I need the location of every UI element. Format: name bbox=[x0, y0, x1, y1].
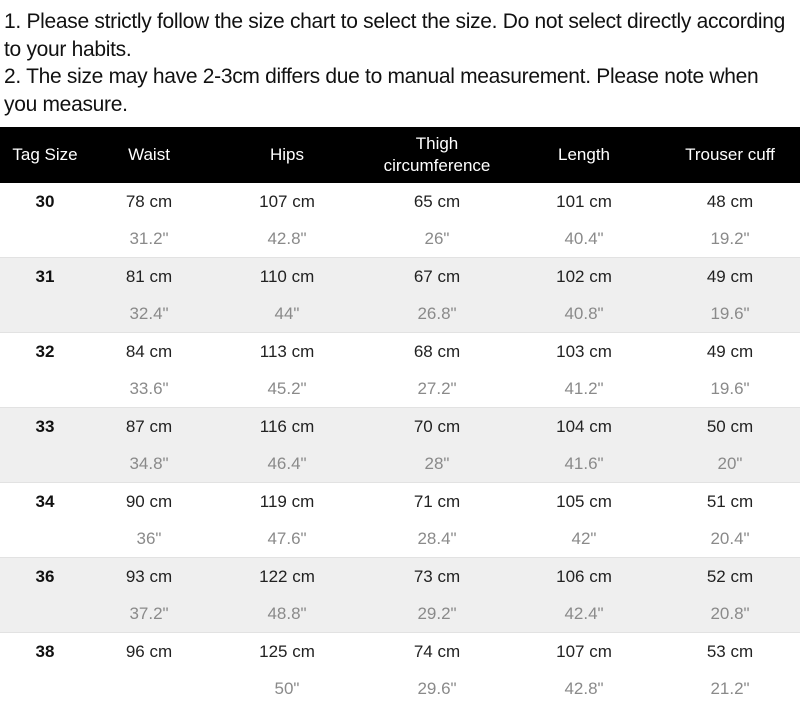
table-row-inch bbox=[0, 220, 800, 258]
thigh-cm-cell: 74 cm bbox=[413, 641, 461, 661]
empty-cell bbox=[0, 595, 90, 633]
waist-inch-cell: 31.2" bbox=[129, 228, 169, 248]
note-1: 1. Please strictly follow the size chart to select the size. Do not select directly according to your habits. bbox=[4, 10, 785, 61]
header-thigh: Thigh circumference bbox=[383, 134, 491, 175]
hips-cm-cell: 116 cm bbox=[208, 408, 366, 446]
trouser-cuff-cm-cell: 50 cm bbox=[660, 408, 800, 446]
tag-size-cell: 32 bbox=[35, 341, 55, 361]
table-row-inch bbox=[0, 295, 800, 333]
tag-size-cell: 38 bbox=[35, 641, 55, 661]
waist-inch-cell: 33.6" bbox=[129, 378, 169, 398]
length-cm-cell: 107 cm bbox=[556, 641, 612, 661]
table-row-inch bbox=[0, 445, 800, 483]
empty-cell bbox=[0, 670, 90, 707]
thigh-inch-cell: 27.2" bbox=[417, 378, 457, 398]
waist-inch-cell bbox=[90, 670, 208, 707]
length-inch-cell: 42.4" bbox=[508, 595, 660, 633]
hips-cm-cell: 107 cm bbox=[259, 191, 315, 211]
header-hips: Hips bbox=[269, 145, 304, 164]
trouser-cuff-inch-cell: 21.2" bbox=[710, 678, 750, 698]
hips-cm-cell: 125 cm bbox=[259, 641, 315, 661]
thigh-inch-cell: 26" bbox=[424, 228, 450, 248]
hips-inch-cell: 46.4" bbox=[208, 445, 366, 483]
hips-cm-cell: 122 cm bbox=[208, 558, 366, 596]
hips-cm-cell: 110 cm bbox=[208, 258, 366, 296]
waist-inch-cell: 32.4" bbox=[90, 295, 208, 333]
table-row-inch bbox=[0, 520, 800, 558]
hips-inch-cell: 44" bbox=[208, 295, 366, 333]
tag-size-cell: 31 bbox=[0, 258, 90, 296]
length-cm-cell: 104 cm bbox=[508, 408, 660, 446]
thigh-inch-cell: 29.6" bbox=[417, 678, 457, 698]
length-cm-cell: 102 cm bbox=[508, 258, 660, 296]
thigh-cm-cell: 70 cm bbox=[366, 408, 508, 446]
size-notes bbox=[4, 8, 796, 118]
table-row bbox=[0, 558, 800, 596]
tag-size-cell: 30 bbox=[35, 191, 55, 211]
header-length: Length bbox=[558, 145, 610, 164]
thigh-inch-cell: 28" bbox=[366, 445, 508, 483]
thigh-cm-cell: 71 cm bbox=[413, 491, 461, 511]
empty-cell bbox=[0, 220, 90, 258]
empty-cell bbox=[0, 370, 90, 408]
hips-cm-cell: 119 cm bbox=[259, 491, 315, 511]
trouser-cuff-inch-cell: 20.8" bbox=[660, 595, 800, 633]
trouser-cuff-inch-cell: 19.2" bbox=[710, 228, 750, 248]
size-chart-table bbox=[0, 127, 800, 707]
empty-cell bbox=[0, 520, 90, 558]
hips-inch-cell: 50" bbox=[274, 678, 300, 698]
waist-cm-cell: 90 cm bbox=[125, 491, 173, 511]
table-row bbox=[0, 408, 800, 446]
thigh-inch-cell: 26.8" bbox=[366, 295, 508, 333]
trouser-cuff-cm-cell: 49 cm bbox=[660, 258, 800, 296]
length-cm-cell: 106 cm bbox=[508, 558, 660, 596]
waist-cm-cell: 96 cm bbox=[125, 641, 173, 661]
length-inch-cell: 40.4" bbox=[564, 228, 604, 248]
waist-inch-cell: 36" bbox=[136, 528, 162, 548]
thigh-cm-cell: 68 cm bbox=[413, 341, 461, 361]
table-row bbox=[0, 333, 800, 371]
table-row bbox=[0, 183, 800, 220]
waist-cm-cell: 87 cm bbox=[90, 408, 208, 446]
waist-inch-cell: 34.8" bbox=[90, 445, 208, 483]
hips-inch-cell: 48.8" bbox=[208, 595, 366, 633]
length-inch-cell: 42" bbox=[571, 528, 597, 548]
waist-inch-cell: 37.2" bbox=[90, 595, 208, 633]
hips-cm-cell: 113 cm bbox=[259, 341, 315, 361]
table-row-inch bbox=[0, 595, 800, 633]
empty-cell bbox=[0, 295, 90, 333]
trouser-cuff-cm-cell: 51 cm bbox=[706, 491, 754, 511]
length-cm-cell: 103 cm bbox=[556, 341, 612, 361]
header-waist: Waist bbox=[128, 145, 170, 164]
trouser-cuff-inch-cell: 20.4" bbox=[710, 528, 750, 548]
waist-cm-cell: 78 cm bbox=[125, 191, 173, 211]
trouser-cuff-inch-cell: 19.6" bbox=[660, 295, 800, 333]
trouser-cuff-cm-cell: 52 cm bbox=[660, 558, 800, 596]
table-row bbox=[0, 258, 800, 296]
header-trouser-cuff: Trouser cuff bbox=[685, 145, 775, 164]
table-header-row bbox=[0, 127, 800, 183]
length-cm-cell: 105 cm bbox=[556, 491, 612, 511]
length-inch-cell: 41.2" bbox=[564, 378, 604, 398]
thigh-cm-cell: 73 cm bbox=[366, 558, 508, 596]
trouser-cuff-inch-cell: 19.6" bbox=[710, 378, 750, 398]
table-row-inch bbox=[0, 370, 800, 408]
hips-inch-cell: 42.8" bbox=[267, 228, 307, 248]
trouser-cuff-cm-cell: 48 cm bbox=[706, 191, 754, 211]
table-body bbox=[0, 183, 800, 707]
table-row bbox=[0, 483, 800, 521]
thigh-inch-cell: 29.2" bbox=[366, 595, 508, 633]
table-row bbox=[0, 633, 800, 671]
thigh-cm-cell: 65 cm bbox=[413, 191, 461, 211]
length-inch-cell: 41.6" bbox=[508, 445, 660, 483]
length-inch-cell: 42.8" bbox=[564, 678, 604, 698]
thigh-inch-cell: 28.4" bbox=[417, 528, 457, 548]
header-tag-size: Tag Size bbox=[12, 145, 78, 164]
note-2: 2. The size may have 2-3cm differs due to manual measurement. Please note when you measure. bbox=[4, 65, 759, 116]
tag-size-cell: 36 bbox=[0, 558, 90, 596]
waist-cm-cell: 93 cm bbox=[90, 558, 208, 596]
hips-inch-cell: 45.2" bbox=[267, 378, 307, 398]
length-cm-cell: 101 cm bbox=[556, 191, 612, 211]
trouser-cuff-cm-cell: 53 cm bbox=[706, 641, 754, 661]
hips-inch-cell: 47.6" bbox=[267, 528, 307, 548]
trouser-cuff-cm-cell: 49 cm bbox=[706, 341, 754, 361]
waist-cm-cell: 84 cm bbox=[125, 341, 173, 361]
trouser-cuff-inch-cell: 20" bbox=[660, 445, 800, 483]
table-row-inch bbox=[0, 670, 800, 707]
tag-size-cell: 34 bbox=[35, 491, 55, 511]
empty-cell bbox=[0, 445, 90, 483]
length-inch-cell: 40.8" bbox=[508, 295, 660, 333]
thigh-cm-cell: 67 cm bbox=[366, 258, 508, 296]
tag-size-cell: 33 bbox=[0, 408, 90, 446]
waist-cm-cell: 81 cm bbox=[90, 258, 208, 296]
